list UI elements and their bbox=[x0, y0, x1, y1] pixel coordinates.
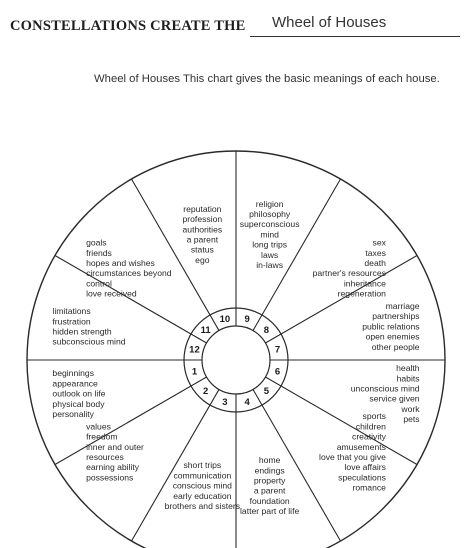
house-meaning-text: partner's resources bbox=[312, 268, 386, 279]
house-meaning-text: physical body bbox=[52, 398, 105, 409]
house-meaning-text: short trips bbox=[183, 460, 222, 471]
house-meaning-text: marriage bbox=[385, 300, 420, 311]
house-meaning-text: possessions bbox=[86, 472, 134, 483]
house-meaning-text: appearance bbox=[52, 378, 98, 389]
house-meaning-text: religion bbox=[255, 198, 284, 209]
intro-text: Wheel of Houses This chart gives the basic meanings of each house. bbox=[94, 73, 440, 85]
house-meaning-text: ego bbox=[195, 254, 210, 265]
house-number: 8 bbox=[263, 324, 270, 336]
house-meaning-text: love affairs bbox=[344, 462, 386, 473]
house-meaning-text: foundation bbox=[249, 495, 290, 506]
house-meaning-text: control bbox=[86, 278, 112, 289]
house-meaning-text: public relations bbox=[362, 321, 420, 332]
house-meaning-text: a parent bbox=[253, 485, 286, 496]
house-meaning-text: love received bbox=[86, 288, 137, 299]
house-meaning-text: speculations bbox=[338, 472, 386, 483]
house-meaning-text: superconscious bbox=[239, 219, 300, 230]
house-meaning-text: conscious mind bbox=[172, 480, 232, 491]
house-number: 10 bbox=[219, 313, 231, 325]
house-meaning-text: endings bbox=[254, 465, 285, 476]
house-meaning-text: work bbox=[401, 403, 420, 414]
house-meaning-text: profession bbox=[182, 214, 223, 225]
house-number: 2 bbox=[202, 385, 209, 397]
house-meaning-text: earning ability bbox=[86, 462, 140, 473]
house-meaning-text: in-laws bbox=[256, 260, 284, 271]
house-number: 1 bbox=[191, 366, 198, 378]
house-meaning-text: brothers and sisters bbox=[164, 500, 241, 511]
house-meaning-text: status bbox=[190, 244, 214, 255]
house-number: 7 bbox=[274, 344, 281, 356]
house-meaning-text: love that you give bbox=[319, 452, 386, 463]
house-meaning-text: philosophy bbox=[249, 209, 291, 220]
house-meaning-text: other people bbox=[371, 341, 420, 352]
house-meaning-text: frustration bbox=[52, 316, 91, 327]
house-meaning-text: amusements bbox=[336, 441, 386, 452]
page-title: CONSTELLATIONS CREATE THE bbox=[10, 18, 246, 34]
house-meaning-text: open enemies bbox=[365, 331, 420, 342]
house-meaning-text: inner and outer bbox=[86, 441, 144, 452]
house-meaning-text: habits bbox=[396, 373, 420, 384]
house-meaning-text: long trips bbox=[252, 239, 288, 250]
house-number: 5 bbox=[263, 385, 270, 397]
house-meaning-text: authorities bbox=[182, 224, 223, 235]
house-meaning-text: regeneration bbox=[337, 288, 386, 299]
house-meaning-text: children bbox=[355, 421, 386, 432]
house-meaning-text: resources bbox=[86, 452, 124, 463]
house-meaning-text: a parent bbox=[186, 234, 219, 245]
house-number: 12 bbox=[189, 344, 200, 356]
handwritten-title: Wheel of Houses bbox=[272, 14, 387, 31]
house-meaning-text: circumstances beyond bbox=[86, 268, 172, 279]
house-meaning-text: values bbox=[86, 421, 111, 432]
house-number: 3 bbox=[222, 396, 228, 408]
house-meaning-text: beginnings bbox=[52, 368, 95, 379]
house-meaning-text: laws bbox=[261, 249, 279, 260]
house-meaning-text: property bbox=[253, 475, 286, 486]
house-meaning-text: mind bbox=[260, 229, 279, 240]
house-meaning-text: communication bbox=[173, 470, 232, 481]
house-meaning-text: latter part of life bbox=[240, 506, 300, 517]
center-circle bbox=[202, 326, 270, 394]
house-number: 11 bbox=[200, 324, 211, 336]
house-meaning-text: reputation bbox=[183, 203, 222, 214]
house-meaning-text: creativity bbox=[352, 431, 386, 442]
house-meaning-text: unconscious mind bbox=[350, 383, 420, 394]
house-meaning-text: subconscious mind bbox=[52, 336, 126, 347]
house-meaning-text: inheritance bbox=[343, 278, 386, 289]
house-meaning-text: outlook on life bbox=[52, 388, 106, 399]
house-number: 4 bbox=[244, 396, 250, 408]
house-meaning-text: limitations bbox=[52, 306, 91, 317]
house-meaning-text: sports bbox=[362, 411, 386, 422]
house-meaning-text: goals bbox=[86, 237, 107, 248]
house-meaning-text: sex bbox=[372, 237, 386, 248]
house-meaning-text: hidden strength bbox=[52, 326, 112, 337]
house-meaning-text: pets bbox=[403, 414, 420, 425]
house-meaning-text: hopes and wishes bbox=[86, 257, 155, 268]
house-meaning-text: home bbox=[258, 455, 281, 466]
house-meaning-text: freedom bbox=[86, 431, 118, 442]
house-meaning-text: friends bbox=[86, 247, 112, 258]
house-meaning-text: romance bbox=[352, 482, 386, 493]
house-number: 6 bbox=[274, 366, 281, 378]
house-meaning-text: partnerships bbox=[372, 311, 420, 322]
house-meaning-text: personality bbox=[52, 409, 94, 420]
house-number: 9 bbox=[244, 313, 250, 325]
house-meaning-text: health bbox=[396, 363, 420, 374]
house-meaning-text: taxes bbox=[365, 247, 386, 258]
house-meaning-text: service given bbox=[369, 393, 420, 404]
house-meaning-text: early education bbox=[173, 490, 232, 501]
house-meaning-text: death bbox=[364, 257, 386, 268]
